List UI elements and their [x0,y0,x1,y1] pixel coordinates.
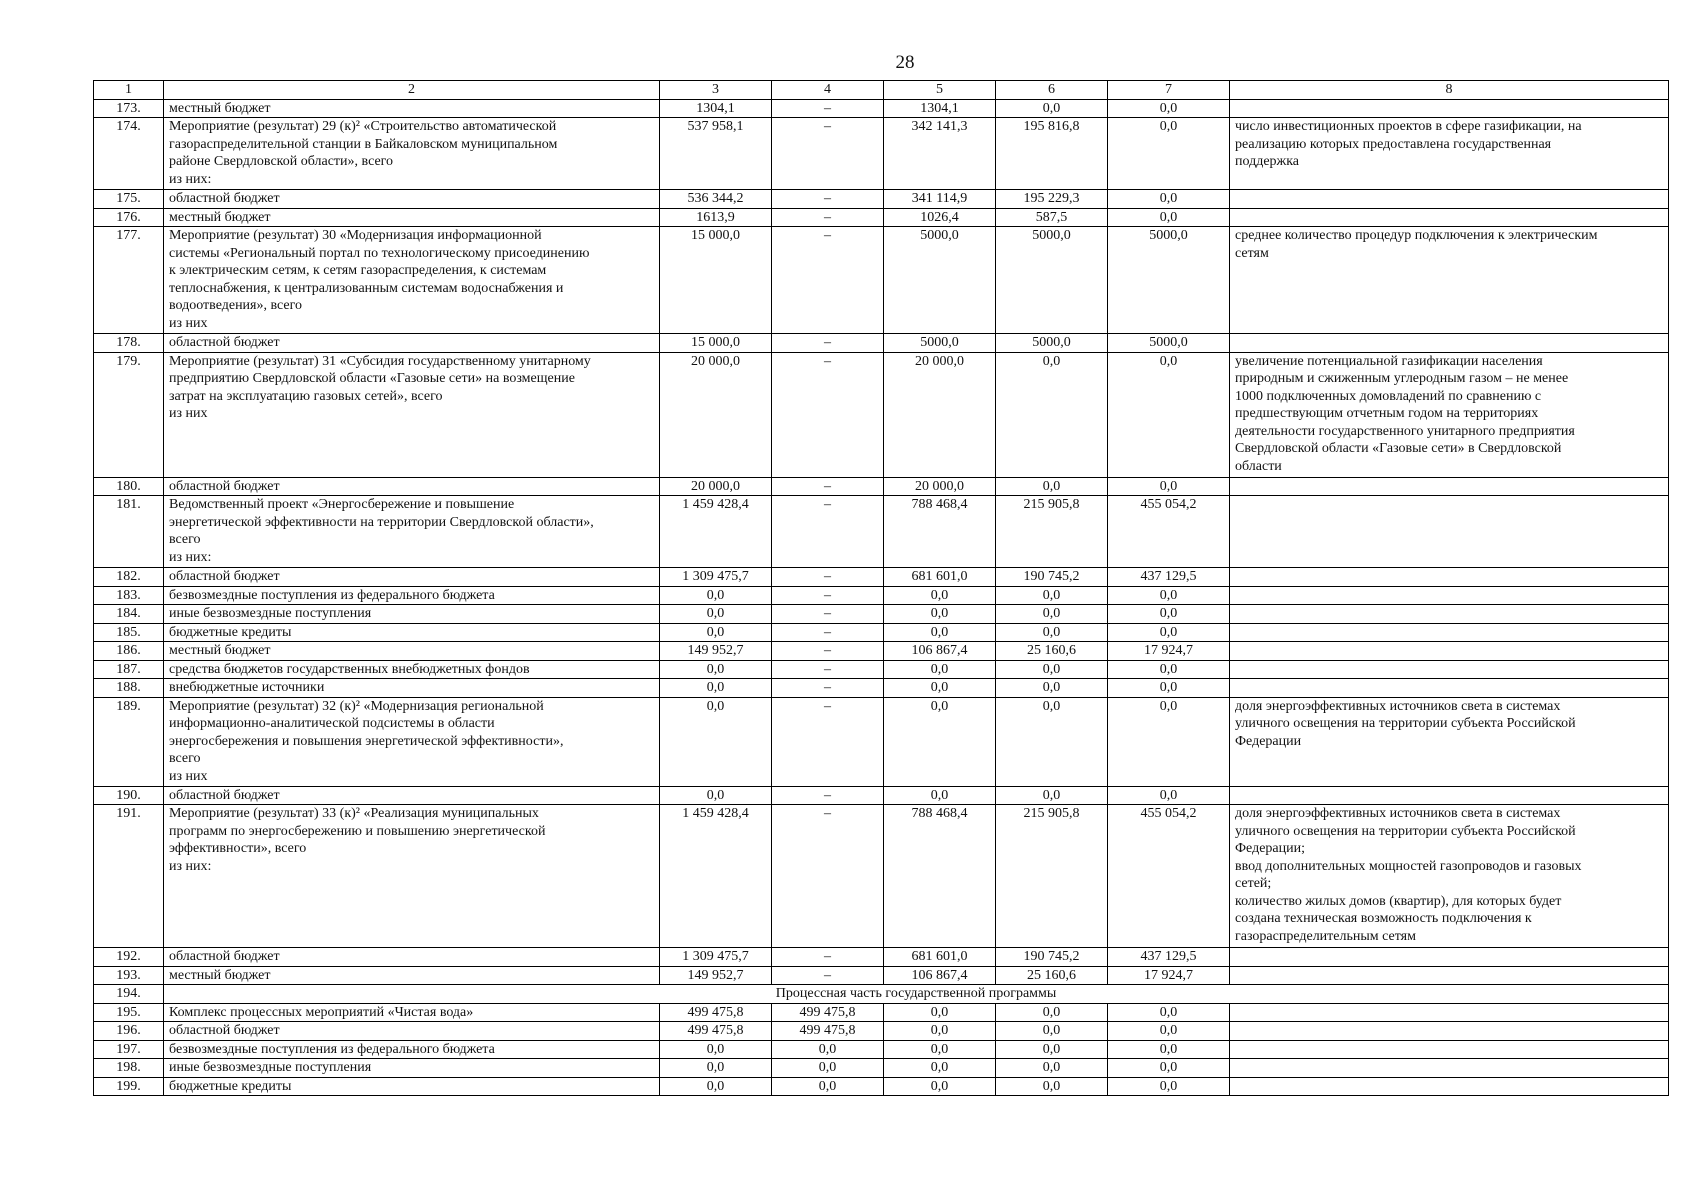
value-cell: 149 952,7 [660,966,772,985]
value-cell: 0,0 [1108,1059,1230,1078]
value-cell: 0,0 [1108,679,1230,698]
row-number-cell: 184. [94,605,164,624]
value-cell: 0,0 [996,786,1108,805]
value-cell: 0,0 [1108,477,1230,496]
value-cell: 0,0 [1108,99,1230,118]
value-cell: 0,0 [1108,118,1230,190]
value-cell: 681 601,0 [884,948,996,967]
table-row [94,985,1669,1004]
table-row [94,786,1669,805]
value-cell: 25 160,6 [996,642,1108,661]
value-cell: – [772,99,884,118]
value-cell: 0,0 [996,660,1108,679]
value-cell: 681 601,0 [884,568,996,587]
row-number-cell: 197. [94,1040,164,1059]
value-cell: 5000,0 [996,334,1108,353]
row-number-cell: 183. [94,586,164,605]
value-cell: 788 468,4 [884,496,996,568]
description-cell: областной бюджет [164,334,660,353]
row-number-cell: 190. [94,786,164,805]
value-cell: 0,0 [996,623,1108,642]
table-row [94,496,1669,568]
value-cell: 0,0 [1108,1077,1230,1096]
row-number-cell: 194. [94,985,164,1004]
value-cell: – [772,786,884,805]
value-cell: 0,0 [884,1077,996,1096]
value-cell: – [772,679,884,698]
indicator-cell [1230,1040,1669,1059]
value-cell: 0,0 [772,1077,884,1096]
value-cell: 0,0 [884,1003,996,1022]
value-cell: 499 475,8 [660,1003,772,1022]
description-cell: внебюджетные источники [164,679,660,698]
description-cell: местный бюджет [164,99,660,118]
header-cell: 3 [660,81,772,100]
value-cell: – [772,948,884,967]
value-cell: 0,0 [1108,623,1230,642]
value-cell: 0,0 [1108,660,1230,679]
table-row [94,477,1669,496]
value-cell: 0,0 [884,605,996,624]
value-cell: 0,0 [1108,1040,1230,1059]
description-cell: областной бюджет [164,477,660,496]
row-number-cell: 181. [94,496,164,568]
indicator-cell [1230,586,1669,605]
row-number-cell: 186. [94,642,164,661]
value-cell: 17 924,7 [1108,966,1230,985]
indicator-cell [1230,679,1669,698]
value-cell: 5000,0 [1108,227,1230,334]
value-cell: 215 905,8 [996,805,1108,948]
value-cell: 1026,4 [884,208,996,227]
value-cell: 0,0 [660,1040,772,1059]
row-number-cell: 199. [94,1077,164,1096]
value-cell: 215 905,8 [996,496,1108,568]
value-cell: 0,0 [1108,786,1230,805]
description-cell: Мероприятие (результат) 31 «Субсидия государственному унитарному предприятию Свердловской области «Газовые сети» на возмещение затрат на эксплуатацию газовых сетей», всего из них [164,352,660,477]
description-cell: безвозмездные поступления из федерального бюджета [164,1040,660,1059]
value-cell: 5000,0 [1108,334,1230,353]
table-row [94,697,1669,786]
value-cell: 1613,9 [660,208,772,227]
value-cell: – [772,642,884,661]
description-cell: местный бюджет [164,642,660,661]
value-cell: 437 129,5 [1108,568,1230,587]
value-cell: 195 229,3 [996,190,1108,209]
value-cell: 0,0 [996,1040,1108,1059]
value-cell: 106 867,4 [884,642,996,661]
value-cell: 0,0 [660,605,772,624]
indicator-cell [1230,660,1669,679]
value-cell: – [772,660,884,679]
header-row [94,81,1669,100]
value-cell: 1304,1 [660,99,772,118]
value-cell: – [772,496,884,568]
description-cell: Мероприятие (результат) 29 (к)² «Строительство автоматической газораспределительной станции в Байкаловском муниципальном районе Свердловской области», всего из них: [164,118,660,190]
value-cell: 499 475,8 [772,1003,884,1022]
value-cell: 0,0 [884,1059,996,1078]
value-cell: – [772,966,884,985]
indicator-cell [1230,786,1669,805]
table-row [94,586,1669,605]
value-cell: 0,0 [884,1022,996,1041]
row-number-cell: 175. [94,190,164,209]
value-cell: 455 054,2 [1108,496,1230,568]
row-number-cell: 176. [94,208,164,227]
value-cell: 1 309 475,7 [660,568,772,587]
row-number-cell: 189. [94,697,164,786]
description-cell: иные безвозмездные поступления [164,605,660,624]
indicator-cell [1230,605,1669,624]
row-number-cell: 179. [94,352,164,477]
indicator-cell [1230,966,1669,985]
value-cell: 437 129,5 [1108,948,1230,967]
value-cell: 0,0 [1108,586,1230,605]
indicator-cell [1230,190,1669,209]
value-cell: 0,0 [996,99,1108,118]
value-cell: 0,0 [1108,697,1230,786]
row-number-cell: 188. [94,679,164,698]
page-number: 28 [895,52,915,73]
value-cell: – [772,605,884,624]
table-row [94,334,1669,353]
description-cell: Мероприятие (результат) 32 (к)² «Модернизация региональной информационно-аналитической подсистемы в области энергосбережения и повышения энергетической эффективности», всего из них [164,697,660,786]
indicator-cell [1230,1077,1669,1096]
table-row [94,660,1669,679]
table-row [94,642,1669,661]
section-title-cell: Процессная часть государственной программы [164,985,1669,1004]
value-cell: 0,0 [660,679,772,698]
value-cell: 25 160,6 [996,966,1108,985]
row-number-cell: 182. [94,568,164,587]
value-cell: 5000,0 [884,334,996,353]
table-row [94,208,1669,227]
value-cell: 0,0 [660,1059,772,1078]
indicator-cell [1230,1022,1669,1041]
value-cell: 0,0 [884,623,996,642]
value-cell: – [772,697,884,786]
description-cell: областной бюджет [164,568,660,587]
row-number-cell: 187. [94,660,164,679]
value-cell: 20 000,0 [884,352,996,477]
table-row [94,1077,1669,1096]
value-cell: 20 000,0 [660,477,772,496]
value-cell: 1304,1 [884,99,996,118]
value-cell: 0,0 [660,586,772,605]
row-number-cell: 178. [94,334,164,353]
table-row [94,605,1669,624]
description-cell: местный бюджет [164,966,660,985]
table-row [94,568,1669,587]
value-cell: 20 000,0 [884,477,996,496]
description-cell: местный бюджет [164,208,660,227]
value-cell: 0,0 [996,1059,1108,1078]
value-cell: 0,0 [996,679,1108,698]
indicator-cell [1230,948,1669,967]
value-cell: 106 867,4 [884,966,996,985]
description-cell: средства бюджетов государственных внебюджетных фондов [164,660,660,679]
value-cell: 0,0 [884,679,996,698]
indicator-cell [1230,642,1669,661]
indicator-cell [1230,334,1669,353]
indicator-cell [1230,208,1669,227]
value-cell: 0,0 [884,786,996,805]
indicator-cell [1230,1003,1669,1022]
value-cell: – [772,568,884,587]
header-cell: 7 [1108,81,1230,100]
value-cell: 190 745,2 [996,948,1108,967]
indicator-cell: среднее количество процедур подключения к электрическим сетям [1230,227,1669,334]
value-cell: 5000,0 [996,227,1108,334]
value-cell: 455 054,2 [1108,805,1230,948]
row-number-cell: 191. [94,805,164,948]
description-cell: областной бюджет [164,786,660,805]
value-cell: 0,0 [996,352,1108,477]
value-cell: 0,0 [996,1003,1108,1022]
value-cell: 0,0 [660,623,772,642]
row-number-cell: 177. [94,227,164,334]
value-cell: 0,0 [660,660,772,679]
value-cell: 0,0 [1108,1003,1230,1022]
description-cell: иные безвозмездные поступления [164,1059,660,1078]
indicator-cell: доля энергоэффективных источников света в системах уличного освещения на территории субъекта Российской Федерации; ввод дополнительных мощностей газопроводов и газовых сетей; количество жилых домов (квартир), для которых будет создана техническая возможность подключения к газораспределительным сетям [1230,805,1669,948]
table-row [94,623,1669,642]
description-cell: Мероприятие (результат) 30 «Модернизация информационной системы «Региональный портал по технологическому присоединению к электрическим сетям, к сетям газораспределения, к системам теплоснабжения, к централизованным системам водоснабжения и водоотведения», всего из них [164,227,660,334]
value-cell: 190 745,2 [996,568,1108,587]
description-cell: Ведомственный проект «Энергосбережение и повышение энергетической эффективности на территории Свердловской области», всего из них: [164,496,660,568]
description-cell: бюджетные кредиты [164,1077,660,1096]
value-cell: 537 958,1 [660,118,772,190]
indicator-cell: увеличение потенциальной газификации населения природным и сжиженным углеродным газом – не менее 1000 подключенных домовладений по сравнению с предшествующим отчетным годом на территориях деятельности государственного унитарного предприятия Свердловской области «Газовые сети» в Свердловской области [1230,352,1669,477]
value-cell: – [772,586,884,605]
value-cell: 15 000,0 [660,227,772,334]
value-cell: 149 952,7 [660,642,772,661]
indicator-cell: доля энергоэффективных источников света в системах уличного освещения на территории субъекта Российской Федерации [1230,697,1669,786]
value-cell: 0,0 [884,660,996,679]
value-cell: 0,0 [660,1077,772,1096]
value-cell: 0,0 [772,1040,884,1059]
table-row [94,948,1669,967]
table-row [94,190,1669,209]
value-cell: 1 309 475,7 [660,948,772,967]
value-cell: – [772,190,884,209]
value-cell: 0,0 [772,1059,884,1078]
value-cell: 0,0 [660,786,772,805]
value-cell: 0,0 [996,605,1108,624]
description-cell: бюджетные кредиты [164,623,660,642]
value-cell: 1 459 428,4 [660,496,772,568]
description-cell: Мероприятие (результат) 33 (к)² «Реализация муниципальных программ по энергосбережению и повышению энергетической эффективности», всего из них: [164,805,660,948]
description-cell: областной бюджет [164,948,660,967]
budget-table [93,80,1669,1096]
value-cell: 0,0 [996,1077,1108,1096]
table-row [94,1059,1669,1078]
value-cell: 0,0 [884,586,996,605]
value-cell: 20 000,0 [660,352,772,477]
header-cell: 2 [164,81,660,100]
value-cell: 0,0 [996,477,1108,496]
row-number-cell: 174. [94,118,164,190]
value-cell: 0,0 [996,1022,1108,1041]
value-cell: – [772,623,884,642]
value-cell: 0,0 [884,697,996,786]
value-cell: – [772,334,884,353]
row-number-cell: 195. [94,1003,164,1022]
value-cell: – [772,805,884,948]
row-number-cell: 192. [94,948,164,967]
table-row [94,118,1669,190]
value-cell: 0,0 [1108,190,1230,209]
indicator-cell: число инвестиционных проектов в сфере газификации, на реализацию которых предоставлена государственная поддержка [1230,118,1669,190]
description-cell: областной бюджет [164,1022,660,1041]
table-row [94,1003,1669,1022]
row-number-cell: 196. [94,1022,164,1041]
value-cell: 17 924,7 [1108,642,1230,661]
description-cell: Комплекс процессных мероприятий «Чистая вода» [164,1003,660,1022]
row-number-cell: 173. [94,99,164,118]
value-cell: 0,0 [1108,605,1230,624]
table-row [94,1022,1669,1041]
value-cell: 342 141,3 [884,118,996,190]
indicator-cell [1230,99,1669,118]
value-cell: 0,0 [996,697,1108,786]
row-number-cell: 180. [94,477,164,496]
table-row [94,966,1669,985]
value-cell: 195 816,8 [996,118,1108,190]
value-cell: – [772,227,884,334]
value-cell: 536 344,2 [660,190,772,209]
value-cell: 499 475,8 [772,1022,884,1041]
value-cell: 0,0 [1108,352,1230,477]
value-cell: 341 114,9 [884,190,996,209]
header-cell: 4 [772,81,884,100]
table-row [94,1040,1669,1059]
description-cell: безвозмездные поступления из федерального бюджета [164,586,660,605]
indicator-cell [1230,496,1669,568]
header-cell: 6 [996,81,1108,100]
value-cell: – [772,352,884,477]
table-row [94,99,1669,118]
value-cell: 15 000,0 [660,334,772,353]
value-cell: 587,5 [996,208,1108,227]
value-cell: 0,0 [884,1040,996,1059]
table-row [94,227,1669,334]
value-cell: – [772,118,884,190]
indicator-cell [1230,1059,1669,1078]
description-cell: областной бюджет [164,190,660,209]
value-cell: 788 468,4 [884,805,996,948]
row-number-cell: 185. [94,623,164,642]
value-cell: 5000,0 [884,227,996,334]
value-cell: – [772,208,884,227]
value-cell: 499 475,8 [660,1022,772,1041]
header-cell: 8 [1230,81,1669,100]
indicator-cell [1230,623,1669,642]
header-cell: 1 [94,81,164,100]
row-number-cell: 198. [94,1059,164,1078]
value-cell: 0,0 [1108,1022,1230,1041]
value-cell: – [772,477,884,496]
row-number-cell: 193. [94,966,164,985]
header-cell: 5 [884,81,996,100]
table-row [94,805,1669,948]
table-row [94,679,1669,698]
value-cell: 1 459 428,4 [660,805,772,948]
value-cell: 0,0 [996,586,1108,605]
indicator-cell [1230,477,1669,496]
table-row [94,352,1669,477]
value-cell: 0,0 [660,697,772,786]
value-cell: 0,0 [1108,208,1230,227]
indicator-cell [1230,568,1669,587]
